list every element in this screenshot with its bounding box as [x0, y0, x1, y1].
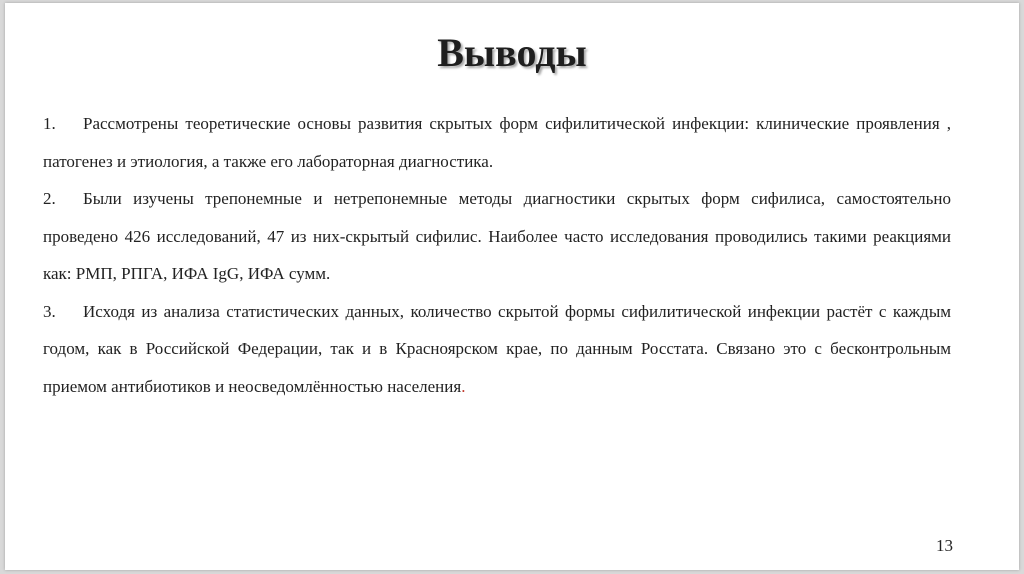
list-item	[43, 293, 951, 406]
page-number: 13	[936, 536, 953, 555]
item-text: Исходя из анализа статистических данных, количество скрытой формы сифилитической инфекции растёт с каждым годом, как в Российской Федерации, так и в Красноярском крае, по данным Росстата. Связано это с бесконтрольным приемом антибиотиков и неосведомлённостью населения	[43, 301, 951, 396]
list-item	[43, 105, 951, 180]
slide	[5, 3, 1019, 570]
item-end-mark: .	[461, 376, 466, 396]
conclusions-list	[43, 105, 951, 405]
list-item	[43, 180, 951, 293]
item-number: 1.	[43, 114, 56, 133]
item-text: Были изучены трепонемные и нетрепонемные методы диагностики скрытых форм сифилиса, самостоятельно проведено 426 исследований, 47 из них-скрытый сифилис. Наиболее часто исследования проводились такими реакциями как: РМП, РПГА, ИФА IgG, ИФА сумм.	[43, 189, 951, 283]
item-text: Рассмотрены теоретические основы развития скрытых форм сифилитической инфекции: клинические проявления , патогенез и этиология, а также его лабораторная диагностика.	[43, 114, 951, 171]
slide-title: Выводы	[437, 30, 587, 75]
item-number: 3.	[43, 301, 56, 321]
item-number: 2.	[43, 189, 56, 208]
